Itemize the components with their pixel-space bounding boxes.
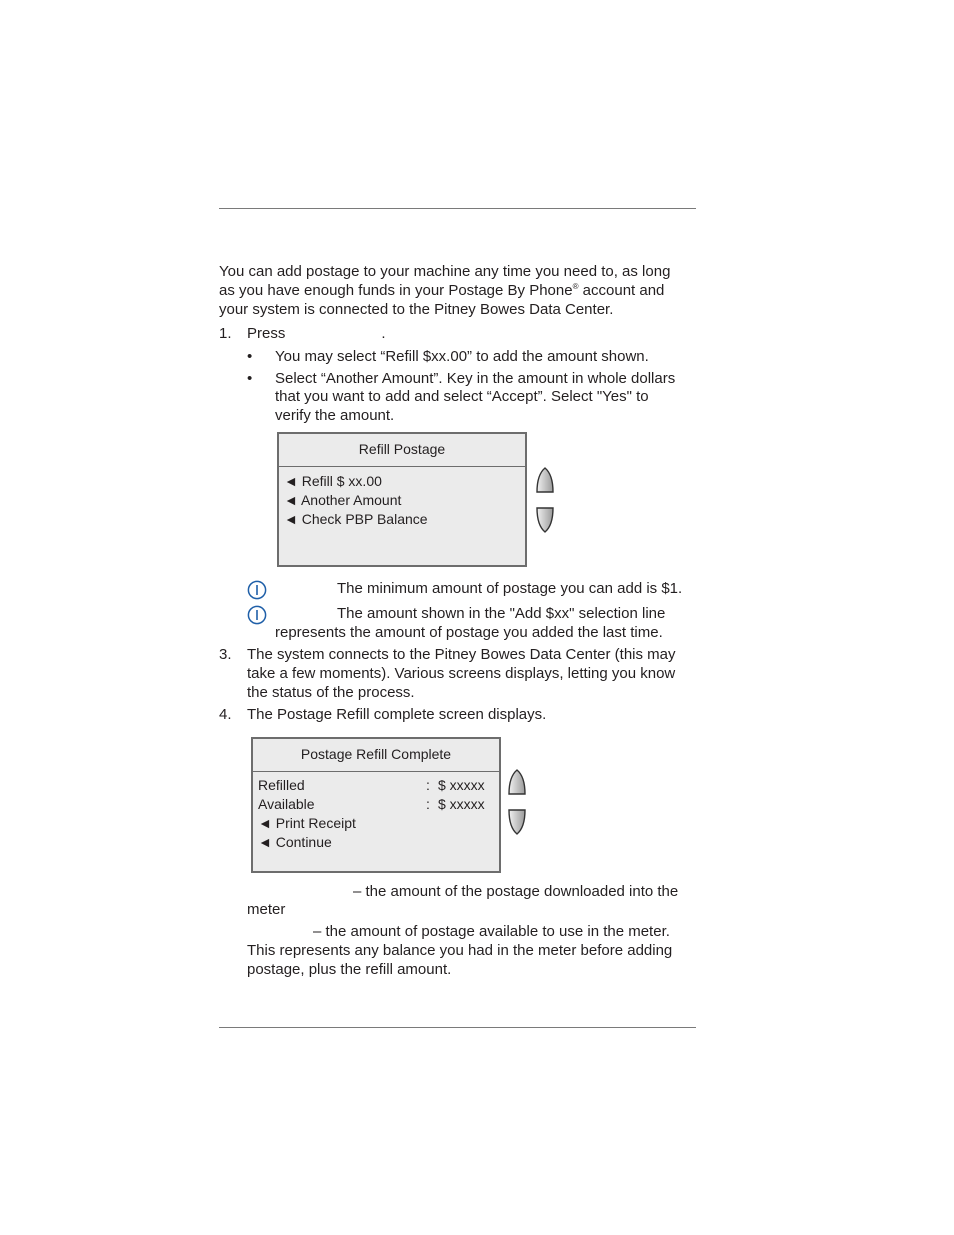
- note-1-text: The minimum amount of postage you can add is $1.: [337, 580, 683, 597]
- separator: :: [426, 777, 430, 793]
- menu-option-print-receipt[interactable]: ◄ Print Receipt: [258, 815, 356, 831]
- intro-line-2: as you have enough funds in your Postage By Phone® account and: [219, 282, 665, 299]
- refilled-row: [253, 776, 499, 795]
- bullet-2-line-3: verify the amount.: [275, 407, 395, 424]
- step-1-text: Press .: [247, 325, 386, 342]
- up-arrow-key-icon[interactable]: [507, 769, 527, 795]
- bullet-1-text: You may select “Refill $xx.00” to add the amount shown.: [275, 348, 649, 365]
- screen-title: Refill Postage: [279, 434, 525, 467]
- available-definition-line-2: This represents any balance you had in the meter before adding: [247, 942, 673, 959]
- menu-option-another-amount[interactable]: ◄ Another Amount: [284, 492, 402, 508]
- menu-option-refill[interactable]: ◄ Refill $ xx.00: [284, 473, 382, 489]
- bullet-2-line-2: that you want to add and select “Accept”. Select "Yes" to: [275, 388, 649, 405]
- available-definition-line-3: postage, plus the refill amount.: [247, 961, 452, 978]
- refilled-value: $ xxxxx: [438, 777, 485, 793]
- menu-option-check-pbp-balance[interactable]: ◄ Check PBP Balance: [284, 511, 428, 527]
- info-circle-icon: [247, 605, 267, 625]
- menu-option-continue[interactable]: ◄ Continue: [258, 834, 332, 850]
- step-3-line-1: The system connects to the Pitney Bowes Data Center (this may: [247, 646, 676, 663]
- available-row: [253, 795, 499, 814]
- step-3-line-3: the status of the process.: [247, 684, 415, 701]
- intro-line-1: You can add postage to your machine any time you need to, as long: [219, 263, 671, 280]
- up-arrow-key-icon[interactable]: [535, 467, 555, 493]
- top-rule: [219, 208, 696, 209]
- note-2-line-1: The amount shown in the "Add $xx" selection line: [337, 605, 666, 622]
- note-2-line-2: represents the amount of postage you added the last time.: [275, 624, 663, 641]
- available-definition-line-1: – the amount of postage available to use in the meter.: [313, 923, 670, 940]
- screen-title: Postage Refill Complete: [253, 739, 499, 772]
- step-3-line-2: take a few moments). Various screens displays, letting you know: [247, 665, 676, 682]
- info-circle-icon: [247, 580, 267, 600]
- bullet-2-line-1: Select “Another Amount”. Key in the amount in whole dollars: [275, 370, 676, 387]
- bullet-marker: •: [247, 348, 253, 365]
- down-arrow-key-icon[interactable]: [535, 507, 555, 533]
- intro-line-3: your system is connected to the Pitney Bowes Data Center.: [219, 301, 614, 318]
- bottom-rule: [219, 1027, 696, 1028]
- step-3-number: 3.: [219, 646, 232, 663]
- available-label: Available: [258, 796, 315, 812]
- available-value: $ xxxxx: [438, 796, 485, 812]
- refilled-label: Refilled: [258, 777, 305, 793]
- down-arrow-key-icon[interactable]: [507, 809, 527, 835]
- postage-refill-complete-screen: [251, 737, 501, 873]
- step-1-number: 1.: [219, 325, 232, 342]
- bullet-marker: •: [247, 370, 253, 387]
- refill-postage-screen: [277, 432, 527, 567]
- step-4-text: The Postage Refill complete screen displays.: [247, 706, 547, 723]
- refilled-definition-line-2: meter: [247, 901, 286, 918]
- refilled-definition-line-1: – the amount of the postage downloaded into the: [353, 883, 679, 900]
- step-4-number: 4.: [219, 706, 232, 723]
- separator: :: [426, 796, 430, 812]
